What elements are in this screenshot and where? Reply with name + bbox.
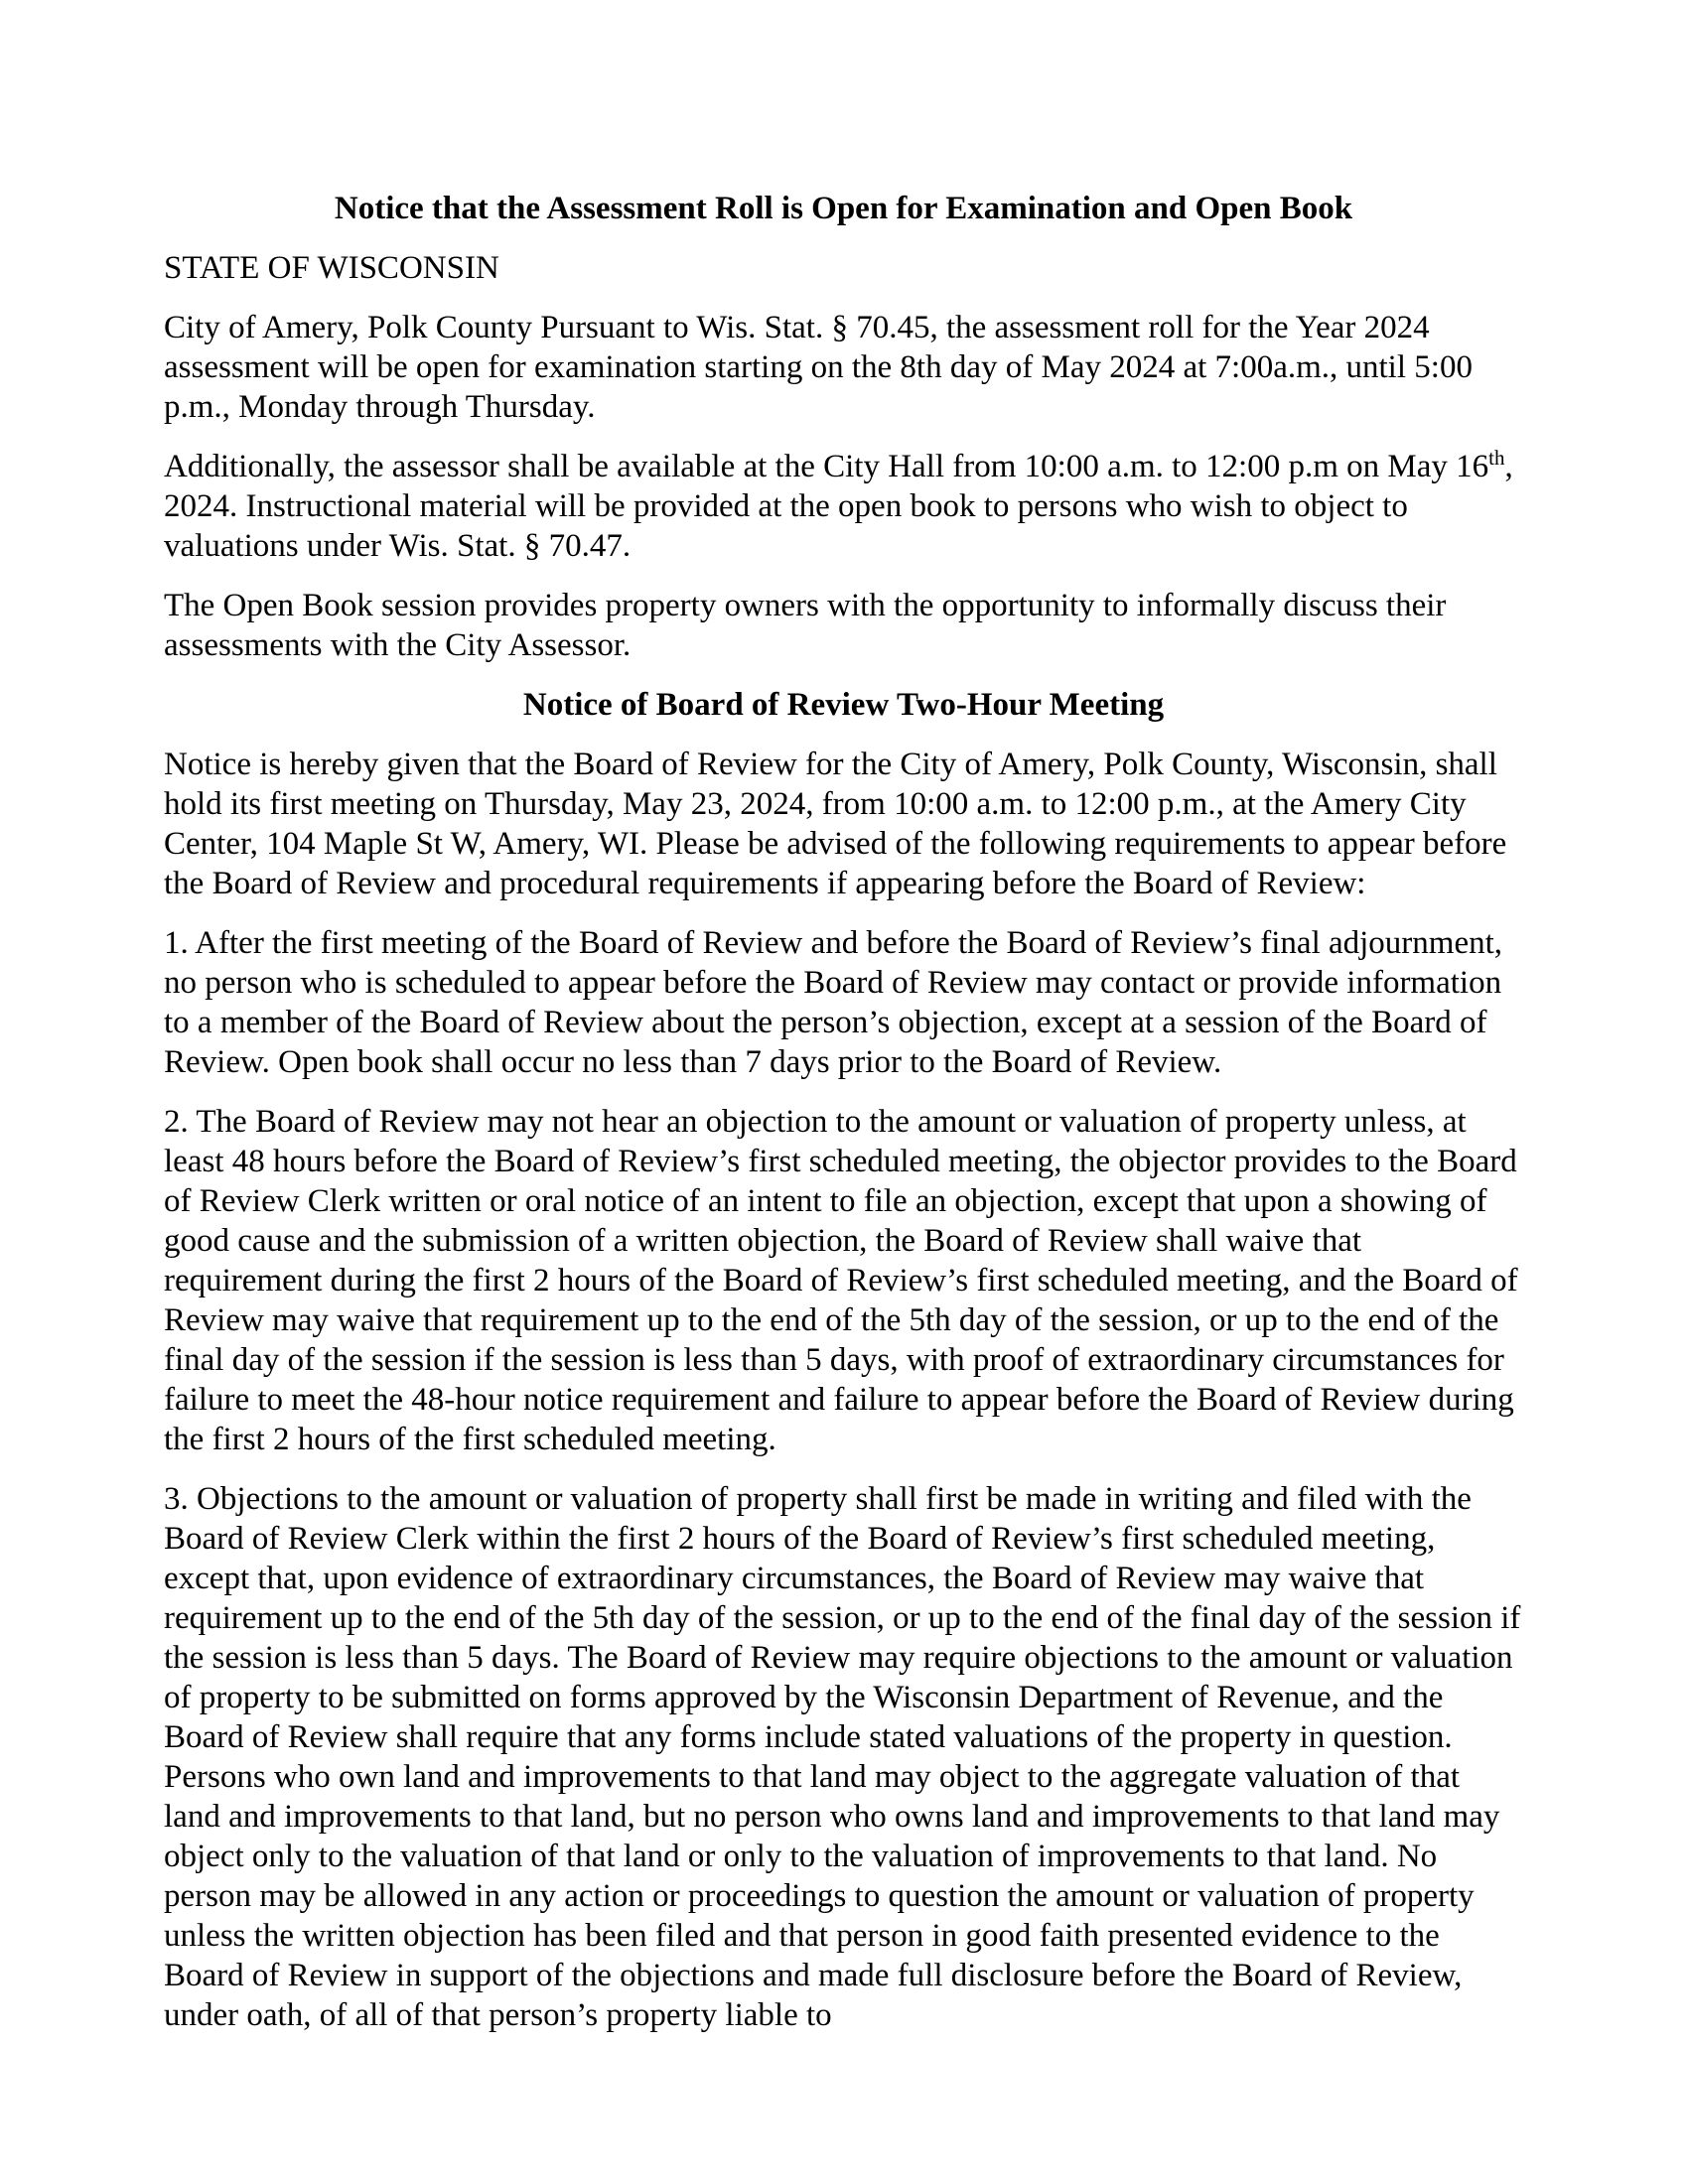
requirement-item-3: 3. Objections to the amount or valuation of property shall first be made in writing and filed with the Board of Review Clerk within the first 2 hours of the Board of Review’s first scheduled meeting, except that, upon evidence of extraordinary circumstances, the Board of Review may waive that requirement up to the end of the 5th day of the session, or up to the end of the final day of the session if the session is less than 5 days. The Board of Review may require objections to the amount or valuation of property to be submitted on forms approved by the Wisconsin Department of Revenue, and the Board of Review shall require that any forms include stated valuations of the property in question. Persons who own land and improvements to that land may object to the aggregate valuation of that land and improvements to that land, but no person who owns land and improvements to that land may object only to the valuation of that land or only to the valuation of improvements to that land. No person may be allowed in any action or proceedings to question the amount or valuation of property unless the written objection has been filed and that person in good faith presented evidence to the Board of Review in support of the objections and made full disclosure before the Board of Review, under oath, of all of that person’s property liable to [164, 1481, 1521, 2033]
state-of-wisconsin-line: STATE OF WISCONSIN [164, 250, 499, 286]
assessor-paragraph-end: , 2024. Instructional material will be provided at the open book to persons who wish to object to valuations under Wis. Stat. § 70.47. [164, 449, 1513, 564]
board-of-review-heading: Notice of Board of Review Two-Hour Meeting [522, 687, 1165, 723]
assessment-roll-paragraph: City of Amery, Polk County Pursuant to Wis. Stat. § 70.45, the assessment roll for the Year 2024 assessment will be open for examination starting on the 8th day of May 2024 at 7:00a.m., until 5:00 p.m., Monday through Thursday. [164, 310, 1473, 425]
open-book-session-paragraph: The Open Book session provides property owners with the opportunity to informally discuss their assessments with the City Assessor. [164, 588, 1447, 663]
board-of-review-intro-paragraph: Notice is hereby given that the Board of Review for the City of Amery, Polk County, Wisconsin, shall hold its first meeting on Thursday, May 23, 2024, from 10:00 a.m. to 12:00 p.m., at the Amery City Center, 104 Maple St W, Amery, WI. Please be advised of the following requirements to appear before the Board of Review and procedural requirements if appearing before the Board of Review: [164, 747, 1507, 901]
ordinal-superscript-th: th [1488, 446, 1505, 470]
assessor-availability-paragraph [164, 447, 1523, 566]
requirement-item-1: 1. After the first meeting of the Board of Review and before the Board of Review’s final adjournment, no person who is scheduled to appear before the Board of Review may contact or provide information to a member of the Board of Review about the person’s objection, except at a session of the Board of Review. Open book shall occur no less than 7 days prior to the Board of Review. [164, 925, 1503, 1080]
assessor-paragraph-start: Additionally, the assessor shall be available at the City Hall from 10:00 a.m. to 12:00 p.m on May 16 [164, 449, 1489, 484]
document-title: Notice that the Assessment Roll is Open for Examination and Open Book [334, 191, 1353, 226]
requirement-item-2: 2. The Board of Review may not hear an objection to the amount or valuation of property unless, at least 48 hours before the Board of Review’s first scheduled meeting, the objector provides to the Board of Review Clerk written or oral notice of an intent to file an objection, except that upon a showing of good cause and the submission of a written objection, the Board of Review shall waive that requirement during the first 2 hours of the Board of Review’s first scheduled meeting, and the Board of Review may waive that requirement up to the end of the 5th day of the session, or up to the end of the final day of the session if the session is less than 5 days, with proof of extraordinary circumstances for failure to meet the 48-hour notice requirement and failure to appear before the Board of Review during the first 2 hours of the first scheduled meeting. [164, 1104, 1518, 1457]
